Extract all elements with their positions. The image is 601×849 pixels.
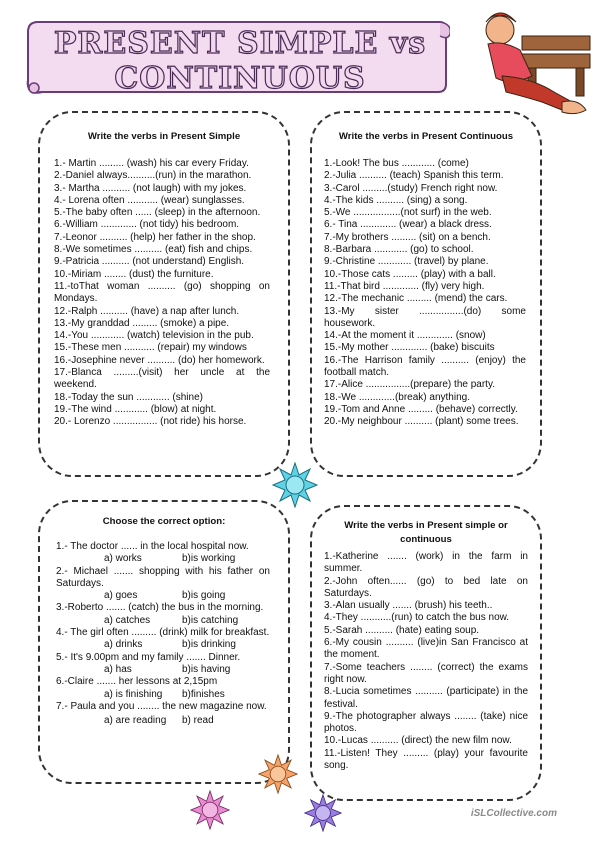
question-text: 5.- It's 9.00pm and my family ....... Dinner.: [56, 651, 241, 663]
option-a: a) works: [104, 553, 142, 565]
list-item: 12.-Ralph .......... (have) a nap after lunch.: [54, 305, 240, 317]
list-item: 4.-They ...........(run) to catch the bus now.: [324, 612, 510, 624]
list-item: 4.-The kids .......... (sing) a song.: [324, 194, 468, 206]
list-item: 15.-These men ........... (repair) my windows: [54, 342, 247, 354]
option-b: b)is catching: [182, 614, 239, 626]
answer-options: [56, 664, 270, 676]
question-text: 6.-Claire ....... her lessons at 2,15pm: [56, 676, 218, 688]
list-item: 20.-My neighbour .......... (plant) some trees.: [324, 416, 519, 428]
list-item: 6.- Tina ............. (wear) a black dress.: [324, 219, 492, 231]
list-item: 17.-Alice ................(prepare) the party.: [324, 379, 495, 391]
list-item: 1.-Look! The bus ............ (come): [324, 158, 469, 169]
list-item: 1.-Katherine ....... (work) in the farm in summer.: [324, 551, 528, 575]
answer-options: [56, 639, 270, 651]
option-a: a) catches: [104, 614, 151, 626]
list-item: 19.-Tom and Anne ......... (behave) correctly.: [324, 403, 518, 415]
question-text: 2.- Michael ....... shopping with his father on Saturdays.: [56, 565, 270, 589]
option-a: a) are reading: [104, 715, 167, 727]
list-item: 8.-We sometimes .......... (eat) fish and chips.: [54, 244, 253, 256]
list-item: 17.-Blanca .........(visit) her uncle at the weekend.: [54, 367, 270, 391]
list-item: 3.-Alan usually ....... (brush) his teeth..: [324, 600, 493, 612]
list-item: 7.-Leonor .......... (help) her father in the shop.: [54, 231, 256, 243]
list-item: 3.-Carol .........(study) French right now.: [324, 182, 498, 194]
question-text: 1.- The doctor ...... in the local hospital now.: [56, 541, 249, 552]
list-item: 7.-My brothers ......... (sit) on a bench.: [324, 231, 491, 243]
list-item: 8.-Lucia sometimes .......... (participate) in the festival.: [324, 686, 528, 710]
list-item: 2.-Daniel always..........(run) in the marathon.: [54, 170, 252, 182]
sun-icon: [272, 462, 318, 508]
answer-options: [56, 715, 270, 727]
section-heading: Write the verbs in Present simple or continuous: [344, 520, 508, 545]
present-continuous-exercise: [310, 111, 542, 477]
option-a: a) has: [104, 663, 132, 675]
list-item: 18.-Today the sun ............ (shine): [54, 391, 203, 403]
sun-icon: [258, 754, 298, 794]
list-item: 8.-Barbara ............ (go) to school.: [324, 244, 474, 256]
answer-options: [56, 553, 270, 565]
list-item: 9.-The photographer always ........ (take) nice photos.: [324, 710, 528, 735]
list-item: 10.-Those cats ......... (play) with a ball.: [324, 268, 496, 280]
list-item: 9.-Patricia .......... (not understand) English.: [54, 256, 245, 268]
option-a: a) is finishing: [104, 688, 163, 700]
section-heading: Write the verbs in Present Continuous: [338, 131, 514, 142]
list-item: 7.-Some teachers ........ (correct) the exams right now.: [324, 661, 528, 685]
option-b: b)finishes: [182, 688, 225, 700]
list-item: 16.-The Harrison family .......... (enjoy) the football match.: [324, 354, 526, 379]
section-heading: Choose the correct option:: [102, 516, 226, 527]
list-item: 5.-Sarah .......... (hate) eating soup.: [324, 624, 480, 636]
list-item: 14.-You ............ (watch) television in the pub.: [54, 330, 254, 342]
answer-options: [56, 689, 270, 701]
list-item: 15.-My mother ............. (bake) biscuits: [324, 342, 495, 354]
option-b: b)is going: [182, 590, 226, 602]
list-item: 9.-Christine ............ (travel) by plane.: [324, 256, 489, 268]
sun-icon: [304, 794, 342, 832]
choose-correct-option-exercise: [38, 500, 290, 784]
list-item: 3.- Martha .......... (not laugh) with my jokes.: [54, 182, 247, 194]
option-b: b)is working: [182, 553, 236, 565]
list-item: 19.-The wind ............ (blow) at night.: [54, 403, 217, 415]
list-item: 2.-John often...... (go) to bed late on Saturdays.: [324, 575, 528, 599]
question-text: 3.-Roberto ....... (catch) the bus in the morning.: [56, 602, 264, 614]
list-item: 10.-Lucas .......... (direct) the new film now.: [324, 735, 512, 747]
question-text: 7.- Paula and you ........ the new magazine now.: [56, 700, 267, 712]
list-item: 5.-The baby often ...... (sleep) in the afternoon.: [54, 207, 261, 219]
list-item: 4.- Lorena often ........... (wear) sunglasses.: [54, 194, 245, 206]
list-item: 2.-Julia .......... (teach) Spanish this term.: [324, 170, 504, 182]
list-item: 18.-We .............(break) anything.: [324, 391, 470, 403]
answer-options: [56, 590, 270, 602]
option-a: a) drinks: [104, 639, 143, 651]
page-title: PRESENT SIMPLE vs CONTINUOUS: [53, 26, 427, 96]
list-item: 14.-At the moment it ............. (snow): [324, 330, 486, 342]
section-heading: Write the verbs in Present Simple: [87, 131, 241, 142]
list-item: 13.-My sister ................(do) some housework.: [324, 305, 526, 329]
option-a: a) goes: [104, 590, 138, 602]
list-item: 11.-toThat woman .......... (go) shopping on Mondays.: [54, 280, 270, 305]
option-b: b)is having: [182, 663, 231, 675]
list-item: 10.-Miriam ........ (dust) the furniture.: [54, 268, 214, 280]
list-item: 6.-William ............. (not tidy) his bedroom.: [54, 219, 240, 231]
option-b: b)is drinking: [182, 639, 236, 651]
question-text: 4.- The girl often ......... (drink) milk for breakfast.: [56, 627, 270, 639]
option-b: b) read: [182, 715, 214, 727]
watermark-text: iSLCollective.com: [470, 808, 557, 819]
answer-options: [56, 615, 270, 627]
sun-icon: [190, 790, 230, 830]
list-item: 1.- Martin ......... (wash) his car every Friday.: [54, 158, 249, 169]
list-item: 11.-Listen! They ......... (play) your favourite song.: [324, 747, 528, 772]
list-item: 13.-My granddad ......... (smoke) a pipe.: [54, 317, 230, 329]
list-item: 6.-My cousin .......... (live)in San Francisco at the moment.: [324, 637, 528, 661]
list-item: 5.-We .................(not surf) in the web.: [324, 207, 492, 219]
list-item: 20.- Lorenzo ................ (not ride) his horse.: [54, 416, 247, 428]
list-item: 12.-The mechanic ......... (mend) the cars.: [324, 293, 508, 305]
list-item: 16.-Josephine never .......... (do) her homework.: [54, 354, 265, 366]
person-on-bench-illustration: [462, 6, 594, 118]
list-item: 11.-That bird ............. (fly) very high.: [324, 280, 485, 292]
present-simple-exercise: [38, 111, 290, 477]
present-simple-or-continuous-exercise: [310, 505, 542, 801]
